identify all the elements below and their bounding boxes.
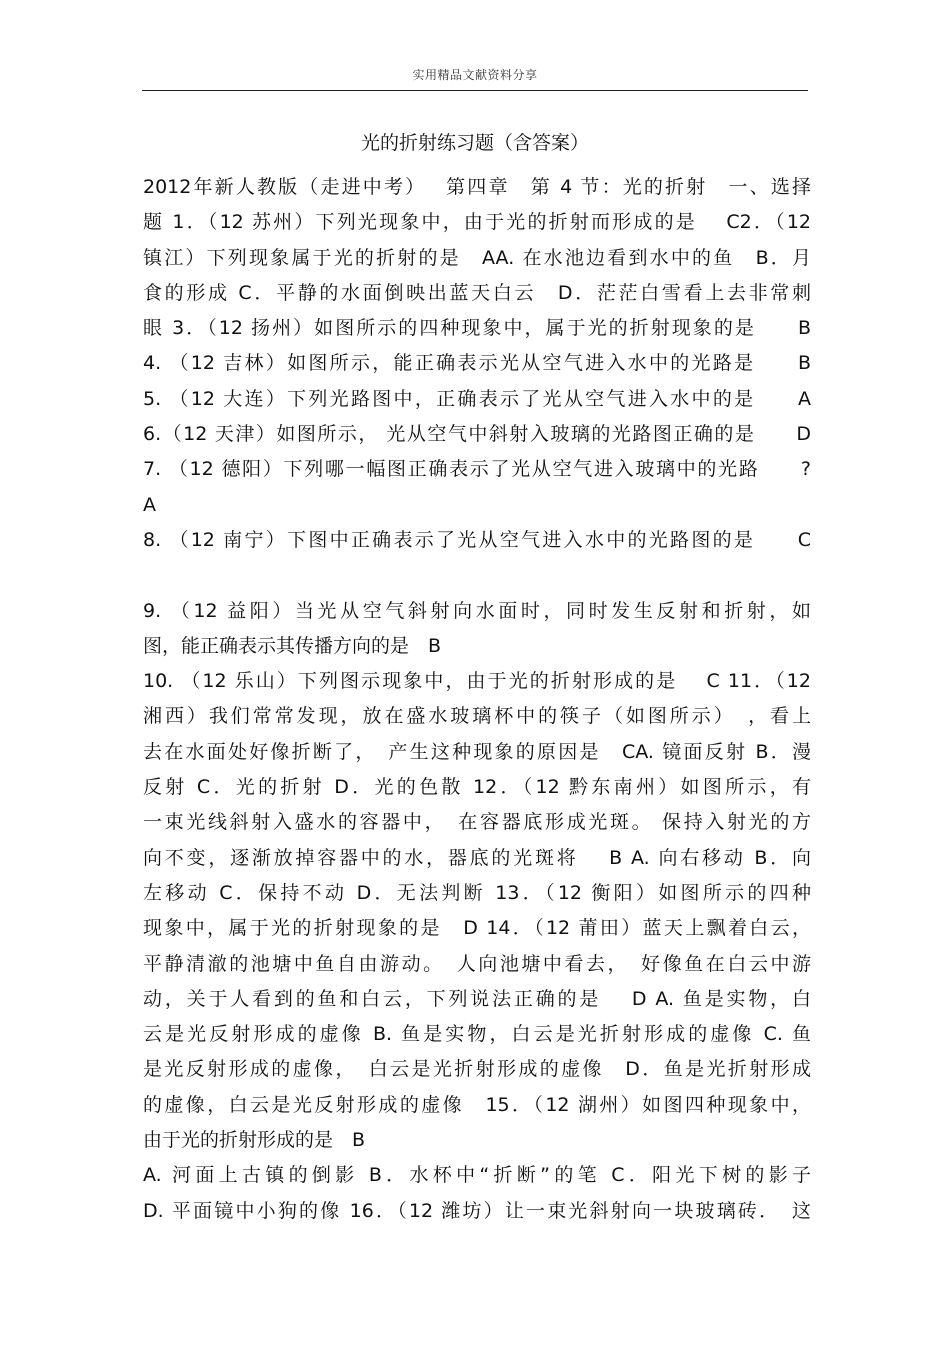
text-line: 6.（12 天津）如图所示， 光从空气中斜射入玻璃的光路图正确的是 D xyxy=(143,423,811,446)
text-line: 10. （12 乐山）下列图示现象中，由于光的折射形成的是 C 11．（12 xyxy=(143,670,811,693)
text-line: 反射 C．光的折射 D．光的色散 12．（12 黔东南州）如图所示，有 xyxy=(143,776,811,799)
text-line: 镇江）下列现象属于光的折射的是 AA. 在水池边看到水中的鱼 B．月 xyxy=(143,246,811,269)
text-line: 2012年新人教版（走进中考） 第四章 第 4 节：光的折射 一、选择 xyxy=(143,176,811,198)
text-line: 题 1．（12 苏州）下列光现象中，由于光的折射而形成的是 C2．（12 xyxy=(143,211,811,234)
text-line: 一束光线斜射入盛水的容器中， 在容器底形成光斑。 保持入射光的方 xyxy=(143,811,811,834)
text-line: 8. （12 南宁）下图中正确表示了光从空气进入水中的光路图的是 C xyxy=(143,528,811,551)
text-line: 5. （12 大连）下列光路图中，正确表示了光从空气进入水中的是 A xyxy=(143,387,811,410)
text-line: 食的形成 C．平静的水面倒映出蓝天白云 D．茫茫白雪看上去非常刺 xyxy=(143,281,811,304)
paragraph-gap xyxy=(143,558,811,593)
text-line: 平静清澈的池塘中鱼自由游动。 人向池塘中看去， 好像鱼在白云中游 xyxy=(143,952,811,975)
text-line: 向不变，逐渐放掉容器中的水，器底的光斑将 B A. 向右移动 B．向 xyxy=(143,846,811,869)
text-line: A. 河面上古镇的倒影 B．水杯中“折断”的笔 C．阳光下树的影子 xyxy=(143,1164,811,1187)
text-line: 由于光的折射形成的是 B xyxy=(143,1129,366,1152)
document-body xyxy=(143,170,811,1229)
header-divider xyxy=(142,90,808,91)
text-line: 动，关于人看到的鱼和白云，下列说法正确的是 D A. 鱼是实物，白 xyxy=(143,987,811,1010)
text-line: 4. （12 吉林）如图所示，能正确表示光从空气进入水中的光路是 B xyxy=(143,352,811,375)
page-header: 实用精品文献资料分享 xyxy=(412,68,538,82)
text-line: 9. （12 益阳）当光从空气斜射向水面时，同时发生反射和折射，如 xyxy=(143,599,811,622)
text-line: 湘西）我们常常发现，放在盛水玻璃杯中的筷子（如图所示） ，看上 xyxy=(143,705,811,728)
text-line: 图，能正确表示其传播方向的是 B xyxy=(143,634,442,657)
text-line: 的虚像，白云是光反射形成的虚像 15．（12 湖州）如图四种现象中， xyxy=(143,1093,811,1116)
text-line: 云是光反射形成的虚像 B. 鱼是实物，白云是光折射形成的虚像 C. 鱼 xyxy=(143,1023,811,1046)
text-line: 现象中，属于光的折射现象的是 D 14．（12 莆田）蓝天上飘着白云， xyxy=(143,917,811,940)
text-line: 是光反射形成的虚像， 白云是光折射形成的虚像 D．鱼是光折射形成 xyxy=(143,1058,811,1081)
text-line: 左移动 C．保持不动 D．无法判断 13．（12 衡阳）如图所示的四种 xyxy=(143,881,811,904)
document-title: 光的折射练习题（含答案） xyxy=(360,132,589,154)
text-line: 眼 3．（12 扬州）如图所示的四种现象中，属于光的折射现象的是 B xyxy=(143,317,811,340)
text-line: 7. （12 德阳）下列哪一幅图正确表示了光从空气进入玻璃中的光路 ? xyxy=(143,458,811,481)
text-line: 去在水面处好像折断了， 产生这种现象的原因是 CA. 镜面反射 B．漫 xyxy=(143,740,811,763)
text-line: A xyxy=(143,493,156,516)
text-line: D. 平面镜中小狗的像 16．（12 潍坊）让一束光斜射向一块玻璃砖． 这 xyxy=(143,1199,811,1222)
